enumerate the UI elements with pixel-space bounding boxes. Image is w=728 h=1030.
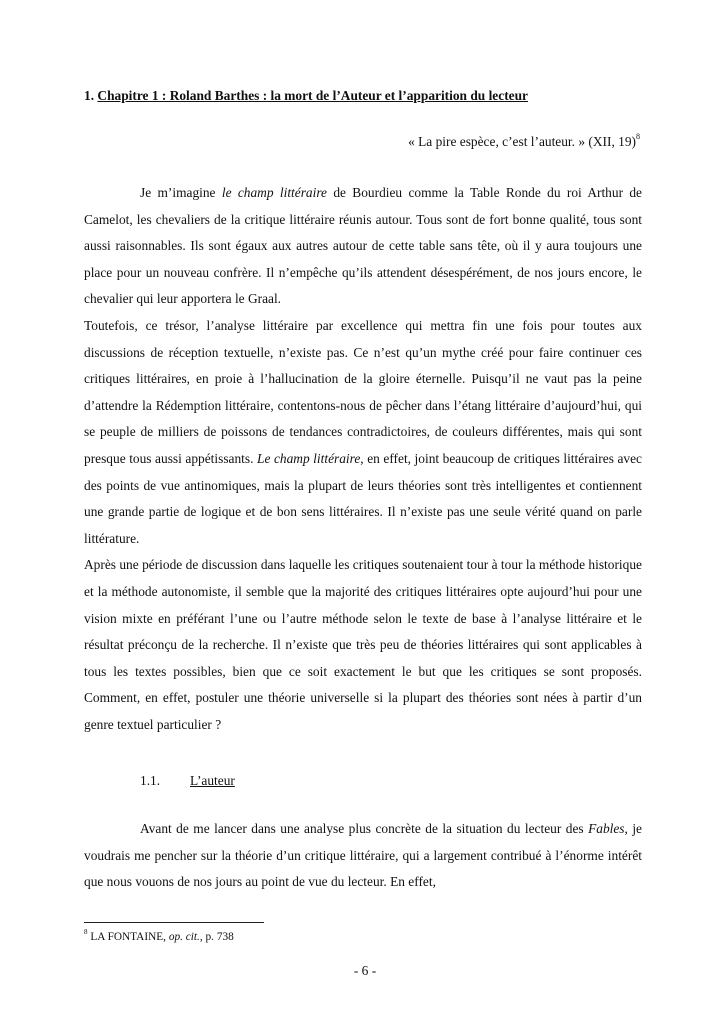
paragraph-text: Je m’imagine — [140, 185, 222, 200]
italic-phrase: Le champ littéraire — [257, 450, 361, 466]
paragraph-text: , en effet, joint beaucoup de critiques littéraires avec des points de vue antinomiques, mais la plupart de leurs théories sont très intelligentes et contiennent une grande partie de logique et de bon sens littéraires. Il n’existe pas une seule vérité quand on parle littérature. — [84, 450, 642, 546]
paragraph-text: Avant de me lancer dans une analyse plus concrète de la situation du lecteur des — [140, 821, 589, 836]
footnote-italic: op. cit. — [168, 931, 200, 943]
page-number: - 6 - — [353, 963, 377, 978]
footnote-marker: 8 — [84, 928, 88, 937]
italic-phrase: Fables — [588, 821, 625, 836]
footnote-text: LA FONTAINE, — [87, 931, 169, 943]
paragraph-text: Toutefois, ce trésor, l’analyse littéraire par excellence qui mettra fin une fois pour toutes aux discussions de réception textuelle, n’existe pas. Ce n’est qu’un mythe créé pour faire continuer ces critiques littéraires, en proie à l’hallucination de la gloire éternelle. Puisqu’il ne vaut pas la peine d’attendre la Rédemption littéraire, contentons-nous de pêcher dans l’étang littéraire d’aujourd’hui, qui se peuple de milliers de poissons de tendances contradictoires, de couleurs différentes, mais qui sont presque tous aussi appétissants. — [84, 317, 642, 466]
chapter-title: Chapitre 1 : Roland Barthes : la mort de l’Auteur et l’apparition du lecteur — [97, 88, 528, 103]
section-number: 1.1. — [140, 773, 161, 788]
section-body — [84, 816, 642, 896]
footnote — [84, 930, 234, 944]
paragraph: Après une période de discussion dans laquelle les critiques soutenaient tour à tour la méthode historique et la méthode autonomiste, il semble que la majorité des critiques littéraires opte aujourd’hui pour une vision mixte en préférant l’une ou l’autre méthode selon le texte de base à l’analyse littéraire et le résultat préconçu de la recherche. Il n’existe que très peu de théories littéraires qui sont applicables à tous les textes possibles, bien que ce soit exactement le but que les critiques se sont proposés. Comment, en effet, postuler une théorie universelle si la plupart des théories sont nées à partir d’un genre textuel particulier ? — [84, 557, 642, 732]
footnote-reference[interactable]: 8 — [636, 131, 640, 141]
epigraph — [300, 133, 640, 150]
paragraph-text: , je voudrais me pencher sur la théorie d’un critique littéraire, qui a largement contribué à l’énorme intérêt que nous vouons de nos jours au point de vue du lecteur. En effet, — [84, 821, 642, 890]
paragraph — [84, 816, 642, 896]
epigraph-quote: « La pire espèce, c’est l’auteur. » (XII, 19) — [408, 134, 636, 149]
chapter-body — [84, 180, 642, 738]
section-title: L’auteur — [190, 773, 235, 788]
chapter-number: 1. — [84, 88, 95, 103]
italic-phrase: le champ littéraire — [221, 185, 327, 200]
section-heading — [140, 772, 235, 789]
paragraph-text: de Bourdieu comme la Table Ronde du roi Arthur de Camelot, les chevaliers de la critique littéraire réunis autour. Tous sont de fort bonne qualité, tous sont aussi raisonnables. Ils sont égaux aux autres autour de cette table sans tête, où il y aura toujours une place pour un nouveau confrère. Il n’empêche qu’ils attendent désespérément, de nos jours encore, le chevalier qui leur apportera le Graal. — [84, 185, 642, 307]
paragraph — [84, 313, 642, 552]
footnote-text: , p. 738 — [199, 931, 234, 943]
chapter-heading — [84, 87, 654, 104]
footnote-separator — [84, 922, 264, 923]
paragraph — [84, 180, 642, 313]
